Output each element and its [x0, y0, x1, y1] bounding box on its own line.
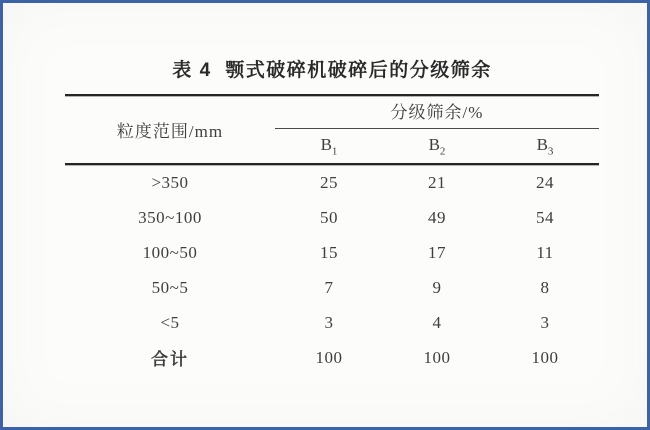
col-b1-base: B	[320, 135, 332, 154]
table-header	[65, 96, 599, 163]
header-range-label: 粒度范围/mm	[116, 122, 224, 141]
col-b1-subscript: 1	[331, 145, 338, 158]
table-row-lt5	[65, 305, 599, 340]
table-title: 表 4 颚式破碎机破碎后的分级筛余	[172, 60, 492, 81]
header-group	[275, 96, 599, 163]
cell-range: <5	[160, 312, 180, 332]
table-row-50-5	[65, 270, 599, 305]
cell-b2: 9	[432, 277, 442, 297]
col-b3-base: B	[536, 135, 548, 154]
cell-b1: 7	[324, 277, 334, 297]
cell-b1: 50	[320, 207, 338, 227]
cell-b1: 15	[320, 242, 338, 262]
cell-range: >350	[151, 172, 189, 192]
cell-b2: 4	[432, 312, 442, 332]
col-b2-base: B	[428, 135, 440, 154]
cell-b3: 100	[531, 347, 559, 367]
header-col-b2	[383, 129, 491, 163]
cell-b1: 3	[324, 312, 334, 332]
cell-b1: 100	[315, 347, 343, 367]
col-b2-subscript: 2	[439, 145, 446, 158]
cell-b3: 3	[540, 312, 550, 332]
header-col-b1	[275, 129, 383, 163]
header-col-b3	[491, 129, 599, 163]
data-table	[65, 94, 599, 375]
col-b3-subscript: 3	[547, 145, 554, 158]
cell-b2: 21	[428, 172, 446, 192]
table-row-100-50	[65, 235, 599, 270]
table-row-total	[65, 340, 599, 375]
cell-b3: 54	[536, 207, 554, 227]
header-group-label: 分级筛余/%	[390, 103, 484, 122]
table-row-350-100	[65, 200, 599, 235]
cell-b3: 24	[536, 172, 554, 192]
cell-range: 350~100	[138, 207, 202, 227]
cell-range: 100~50	[142, 242, 198, 262]
cell-b2: 49	[428, 207, 446, 227]
cell-b2: 17	[428, 242, 446, 262]
header-subcolumns	[275, 129, 599, 163]
cell-b3: 11	[536, 242, 554, 262]
cell-range: 50~5	[151, 277, 189, 297]
cell-b1: 25	[320, 172, 338, 192]
cell-b2: 100	[423, 347, 451, 367]
cell-range-total: 合计	[151, 350, 189, 369]
table-row-gt350	[65, 165, 599, 200]
cell-b3: 8	[540, 277, 550, 297]
